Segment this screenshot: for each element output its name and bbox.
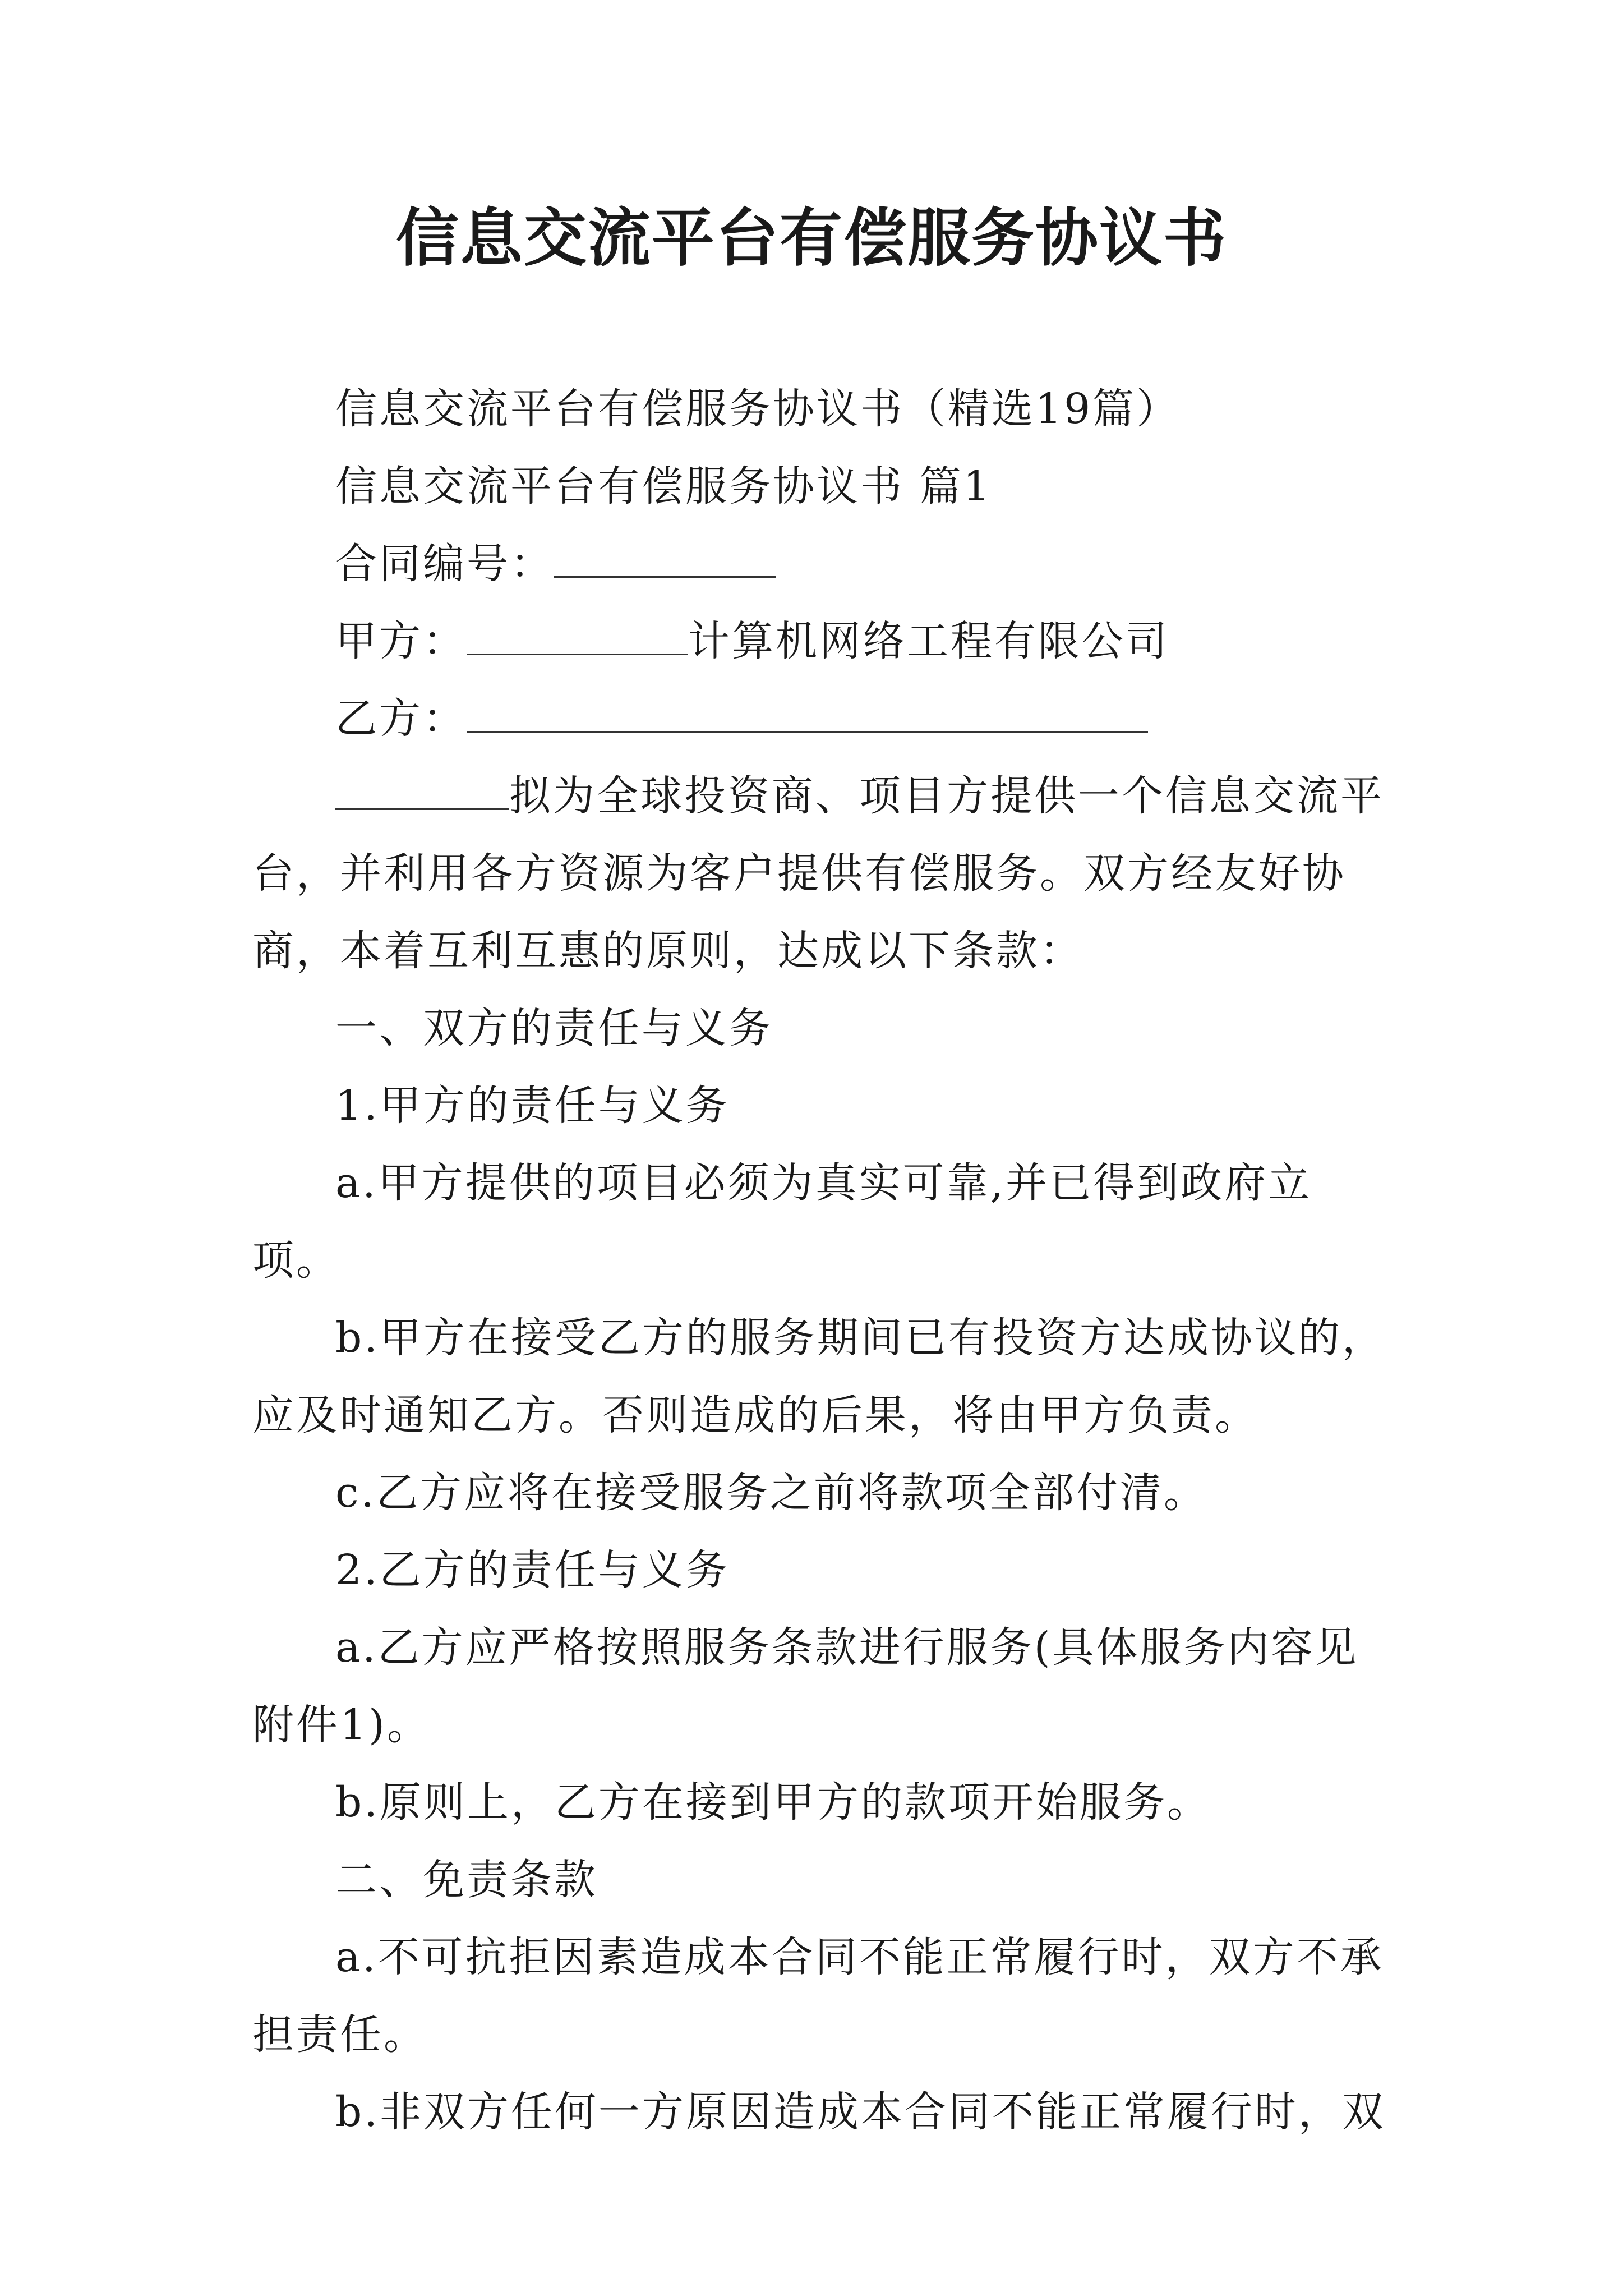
clause-2-b: b.非双方任何一方原因造成本合同不能正常履行时，双 (335, 2088, 1386, 2136)
clause-1-1-c: c.乙方应将在接受服务之前将款项全部付清。 (335, 1469, 1207, 1517)
party-a-line (252, 602, 1396, 680)
preamble-blank (335, 769, 509, 810)
contract-number-blank (554, 537, 776, 578)
contract-number-line (252, 525, 1396, 602)
document-title: 信息交流平台有偿服务协议书 (396, 201, 1227, 275)
clause-1-2-heading: 2.乙方的责任与义务 (335, 1546, 730, 1594)
clause-1-1-heading: 1.甲方的责任与义务 (335, 1082, 730, 1130)
clause-1-2-b: b.原则上，乙方在接到甲方的款项开始服务。 (335, 1778, 1211, 1826)
party-b-label: 乙方： (335, 694, 467, 743)
section-heading: 信息交流平台有偿服务协议书 篇1 (335, 462, 992, 510)
clause-2-a: a.不可抗拒因素造成本合同不能正常履行时，双方不承担责任。 (252, 1933, 1384, 2059)
contract-number-label: 合同编号： (335, 540, 554, 588)
preamble-paragraph (252, 757, 1396, 990)
clause-1-2-a: a.乙方应严格按照服务条款进行服务(具体服务内容见附件1)。 (252, 1623, 1359, 1749)
preamble-text: 拟为全球投资商、项目方提供一个信息交流平台，并利用各方资源为客户提供有偿服务。双方经友好协商，本着互利互惠的原则，达成以下条款： (252, 772, 1384, 975)
clause-1-1-a: a.甲方提供的项目必须为真实可靠,并已得到政府立项。 (252, 1159, 1312, 1285)
clause-1-heading: 一、双方的责任与义务 (335, 1004, 773, 1052)
party-a-label: 甲方： (335, 617, 467, 665)
clause-1-1-b: b.甲方在接受乙方的服务期间已有投资方达成协议的，应及时通知乙方。否则造成的后果，将由甲方负责。 (252, 1314, 1386, 1439)
party-b-line (252, 680, 1396, 757)
party-a-blank (467, 614, 688, 655)
intro-heading: 信息交流平台有偿服务协议书（精选19篇） (335, 385, 1181, 433)
party-b-blank (467, 692, 1148, 733)
party-a-name: 计算机网络工程有限公司 (688, 617, 1169, 665)
clause-2-heading: 二、免责条款 (335, 1856, 598, 1904)
document-body (252, 370, 1396, 2151)
